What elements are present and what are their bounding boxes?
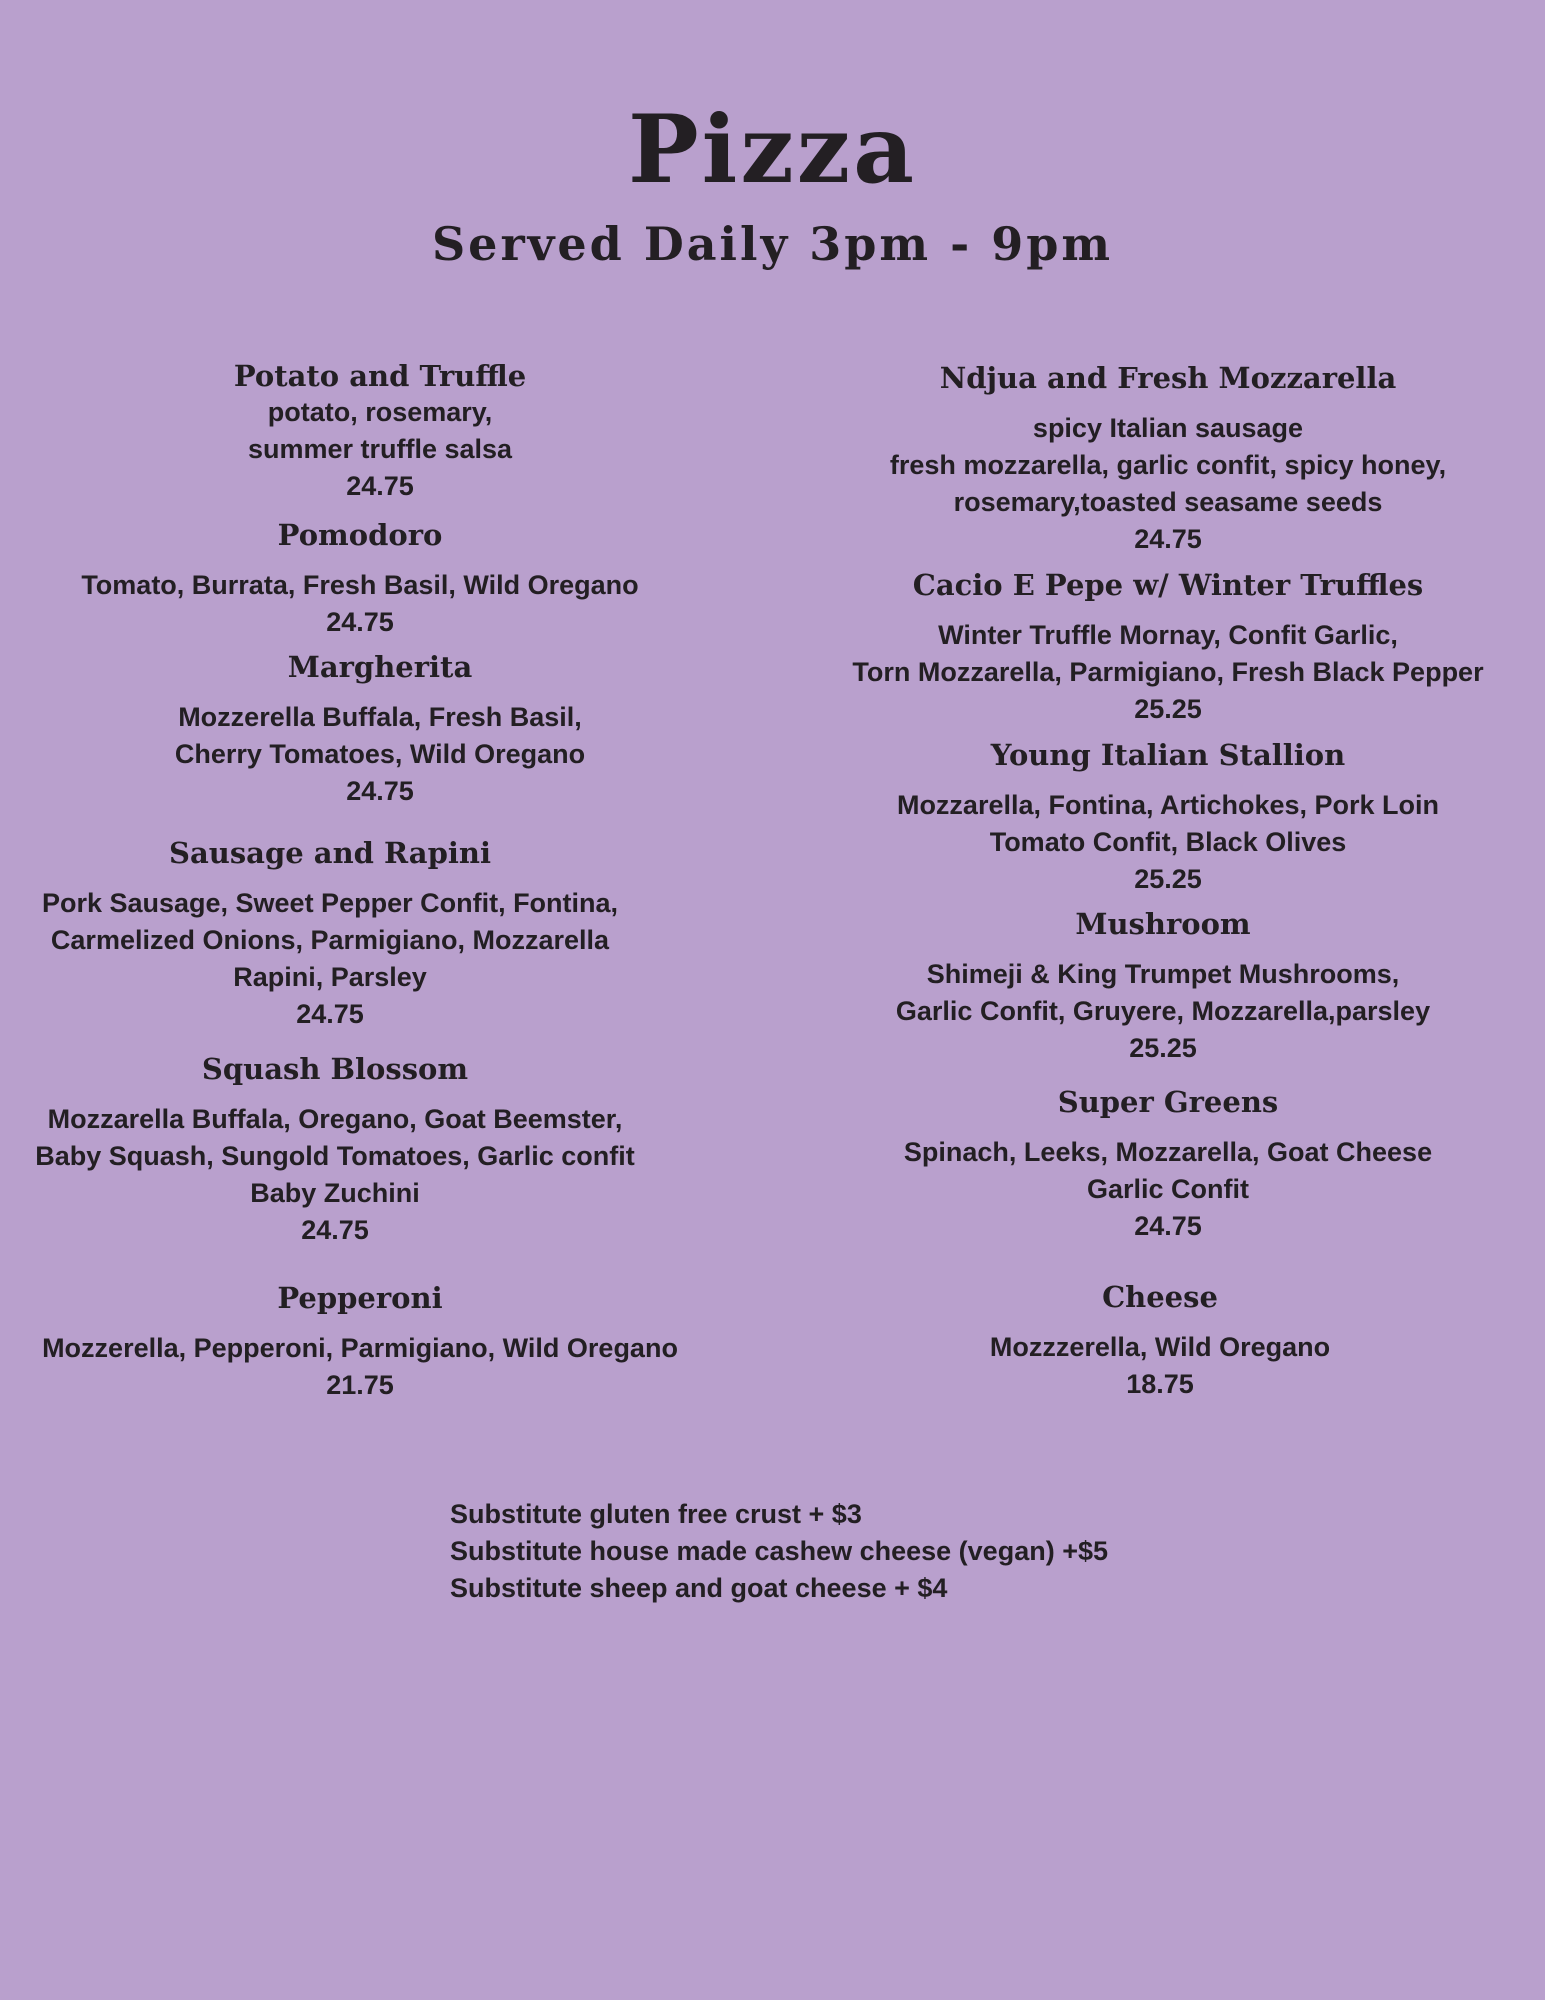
page-title: Pizza — [627, 95, 918, 205]
menu-item-description: Spinach, Leeks, Mozzarella, Goat Cheese Garlic Confit — [903, 1137, 1433, 1204]
menu-item-name: Pepperoni — [277, 1281, 443, 1315]
menu-item-description: Mozzarella, Fontina, Artichokes, Pork Loin Tomato Confit, Black Olives — [896, 790, 1440, 857]
menu-item-name: Super Greens — [1057, 1085, 1279, 1119]
menu-item-price: 24.75 — [296, 999, 364, 1029]
menu-item-young-italian-stallion — [848, 737, 1488, 898]
menu-item-description: Winter Truffle Mornay, Confit Garlic, Torn Mozzarella, Parmigiano, Fresh Black Pepper — [852, 620, 1484, 687]
menu-item-name: Cacio E Pepe w/ Winter Truffles — [912, 568, 1424, 602]
menu-item-pomodoro — [40, 517, 680, 641]
menu-item-price: 25.25 — [1134, 864, 1202, 894]
menu-item-squash-blossom — [15, 1051, 655, 1249]
menu-item-price: 25.25 — [1134, 694, 1202, 724]
menu-item-cheese — [840, 1279, 1480, 1403]
menu-item-price: 24.75 — [1134, 524, 1202, 554]
menu-item-description: Mozzzerella, Wild Oregano — [989, 1332, 1331, 1362]
menu-item-sausage-and-rapini — [10, 835, 650, 1033]
service-hours: Served Daily 3pm - 9pm — [431, 217, 1114, 271]
menu-item-mushroom — [843, 906, 1483, 1067]
menu-item-price: 24.75 — [346, 776, 414, 806]
menu-item-price: 18.75 — [1126, 1369, 1194, 1399]
menu-item-price: 24.75 — [326, 607, 394, 637]
menu-item-name: Potato and Truffle — [233, 359, 527, 393]
menu-item-margherita — [60, 649, 700, 810]
menu-item-name: Sausage and Rapini — [169, 836, 491, 870]
menu-item-pepperoni — [40, 1280, 680, 1404]
menu-item-description: spicy Italian sausage fresh mozzarella, garlic confit, spicy honey, rosemary,toasted seasame seeds — [889, 413, 1447, 517]
menu-item-name: Mushroom — [1075, 907, 1251, 941]
menu-item-price: 21.75 — [326, 1370, 394, 1400]
menu-item-description: Pork Sausage, Sweet Pepper Confit, Fontina, Carmelized Onions, Parmigiano, Mozzarella Rapini, Parsley — [41, 888, 619, 992]
menu-item-potato-and-truffle — [60, 358, 700, 505]
menu-item-description: Mozzerella Buffala, Fresh Basil, Cherry Tomatoes, Wild Oregano — [174, 702, 586, 769]
menu-item-name: Ndjua and Fresh Mozzarella — [939, 361, 1397, 395]
menu-item-name: Margherita — [287, 650, 473, 684]
menu-item-description: Mozzarella Buffala, Oregano, Goat Beemster, Baby Squash, Sungold Tomatoes, Garlic confit Baby Zuchini — [35, 1104, 635, 1208]
menu-item-super-greens — [848, 1084, 1488, 1245]
menu-item-price: 25.25 — [1129, 1033, 1197, 1063]
menu-item-price: 24.75 — [346, 471, 414, 501]
menu-item-name: Cheese — [1102, 1280, 1218, 1314]
menu-item-ndjua-and-fresh-mozzarella — [848, 360, 1488, 558]
menu-item-description: Mozzerella, Pepperoni, Parmigiano, Wild Oregano — [42, 1333, 678, 1363]
substitution-sheep-goat-cheese: Substitute sheep and goat cheese + $4 — [450, 1573, 948, 1603]
menu-item-price: 24.75 — [301, 1215, 369, 1245]
menu-item-description: Tomato, Burrata, Fresh Basil, Wild Oregano — [81, 570, 639, 600]
substitutions-list — [450, 1496, 1108, 1607]
substitution-cashew-cheese: Substitute house made cashew cheese (vegan) +$5 — [450, 1536, 1108, 1566]
menu-item-cacio-e-pepe — [848, 567, 1488, 728]
substitution-gluten-free: Substitute gluten free crust + $3 — [450, 1499, 862, 1529]
menu-item-name: Pomodoro — [277, 518, 443, 552]
menu-item-price: 24.75 — [1134, 1211, 1202, 1241]
menu-item-name: Squash Blossom — [201, 1052, 469, 1086]
menu-item-description: Shimeji & King Trumpet Mushrooms, Garlic Confit, Gruyere, Mozzarella,parsley — [895, 959, 1431, 1026]
menu-item-description: potato, rosemary, summer truffle salsa — [247, 397, 513, 464]
menu-item-name: Young Italian Stallion — [990, 738, 1346, 772]
